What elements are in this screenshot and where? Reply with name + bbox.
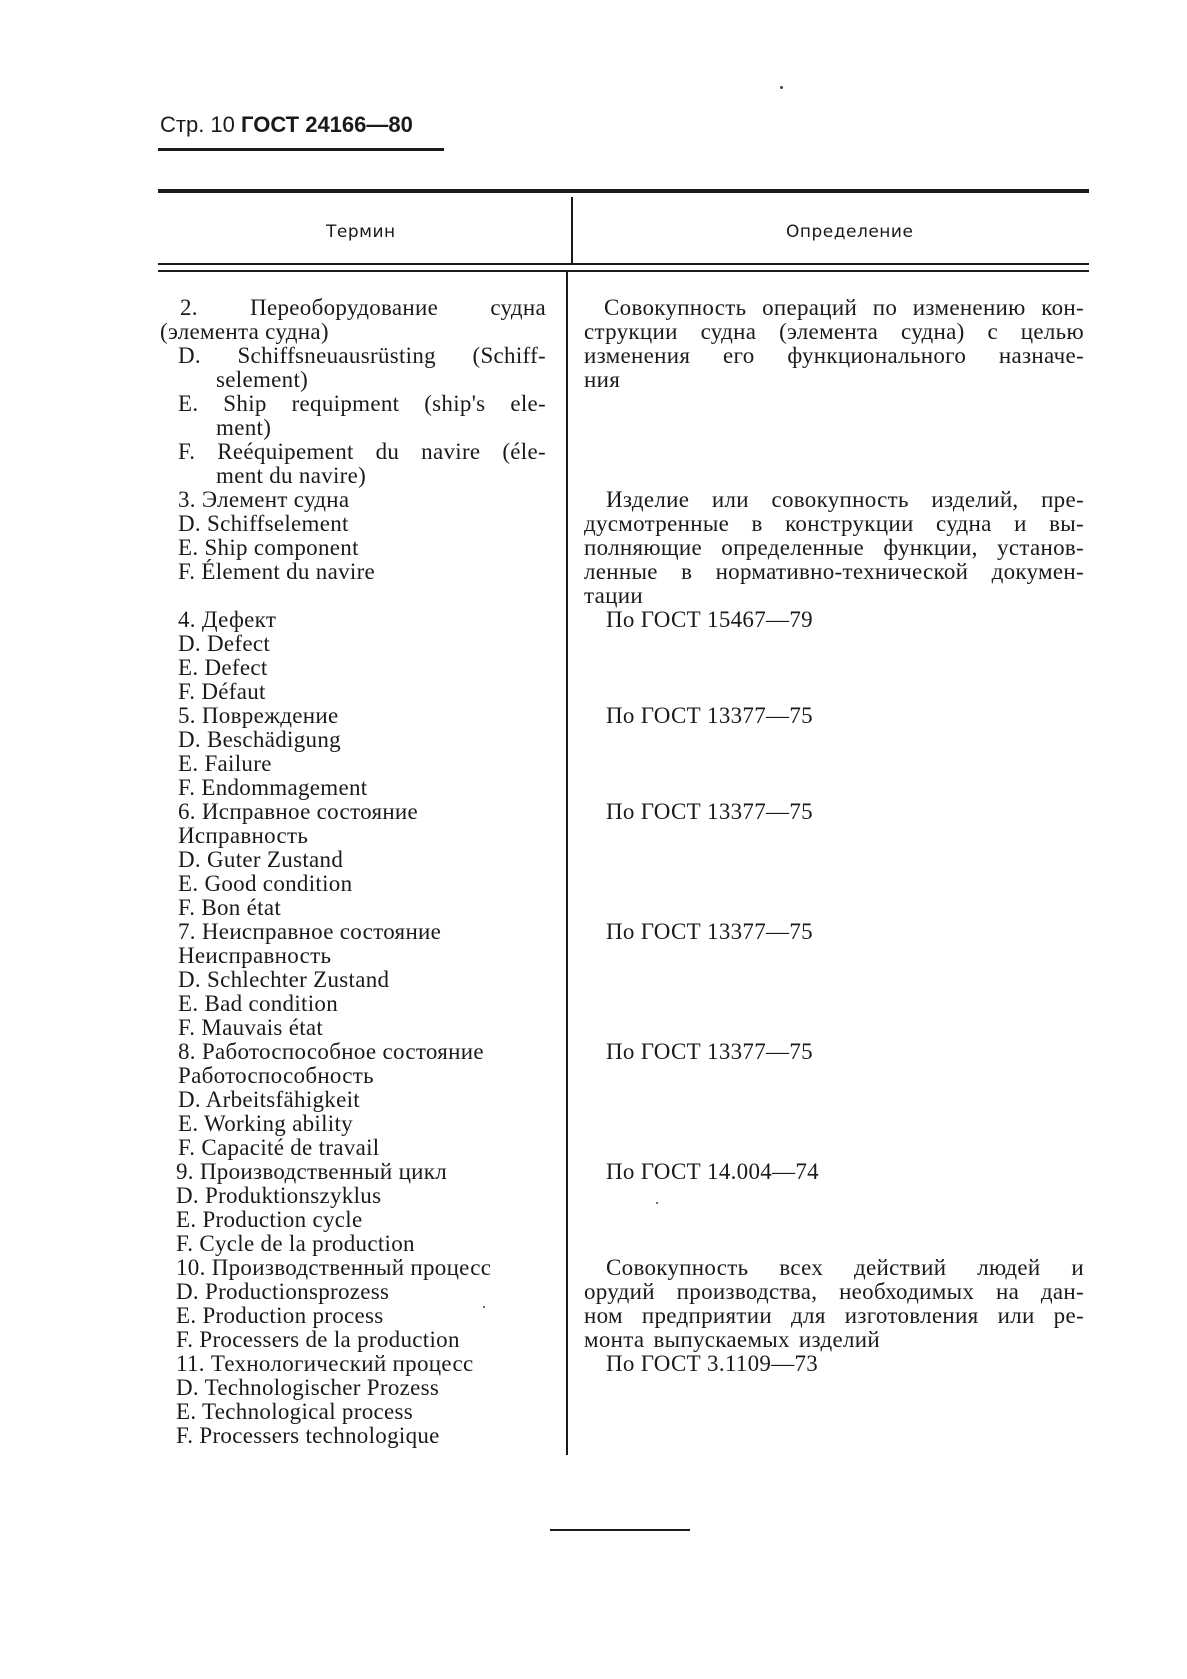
term-3-line: D. Schiffselement — [178, 511, 349, 536]
term-11-line: E. Technological process — [176, 1399, 414, 1424]
term-2-line: (элемента судна) — [160, 319, 329, 344]
definition-2-line: ния — [584, 367, 621, 392]
term-3-line: F. Élement du navire — [178, 559, 376, 584]
term-10-line: 10. Производственный процесс — [176, 1255, 492, 1280]
term-2-fr: F. Reéquipement du navire (éle- — [178, 439, 546, 464]
term-8-line: Работоспособность — [178, 1063, 374, 1088]
term-2-fr: ment du navire) — [216, 463, 367, 488]
term-6-line: 6. Исправное состояние — [178, 799, 419, 824]
term-2-de: D. Schiffsneuausrüsting (Schiff- — [178, 343, 546, 368]
term-11-line: 11. Технологический процесс — [176, 1351, 474, 1376]
end-of-table-rule — [550, 1529, 690, 1531]
term-4-line: D. Defect — [178, 631, 271, 656]
definition-3-line: полняющие определенные функции, установ- — [584, 535, 1084, 560]
term-3-line: 3. Элемент судна — [178, 487, 350, 512]
definition-10-line: ном предприятии для изготовления или ре- — [584, 1303, 1084, 1328]
term-6-line: D. Guter Zustand — [178, 847, 344, 872]
definition-10-line: монта выпускаемых изделий — [584, 1327, 881, 1352]
term-5-line: E. Failure — [178, 751, 272, 776]
term-11-line: D. Technologischer Prozess — [176, 1375, 440, 1400]
term-8-line: D. Arbeitsfähigkeit — [178, 1087, 360, 1112]
column-header-definition: Определение — [786, 222, 914, 242]
column-header-term: Термин — [326, 222, 396, 242]
page-header — [160, 112, 413, 138]
term-10-line: F. Processers de la production — [176, 1327, 460, 1352]
definition-6: По ГОСТ 13377—75 — [606, 799, 813, 824]
term-9-line: 9. Производственный цикл — [176, 1159, 448, 1184]
term-3-line: E. Ship component — [178, 535, 359, 560]
definition-4: По ГОСТ 15467—79 — [606, 607, 813, 632]
definition-2-line: изменения его функционального назначе- — [584, 343, 1084, 368]
definition-2-line: Совокупность операций по изменению кон- — [604, 295, 1084, 320]
header-underline — [158, 148, 444, 151]
term-5-line: D. Beschädigung — [178, 727, 341, 752]
term-6-line: F. Bon état — [178, 895, 282, 920]
term-2-line: 2. Переоборудование судна — [180, 295, 546, 320]
term-10-line: E. Production process — [176, 1303, 384, 1328]
term-7-line: D. Schlechter Zustand — [178, 967, 390, 992]
definition-2-line: струкции судна (элемента судна) с целью — [584, 319, 1084, 344]
term-2-de: selement) — [216, 367, 309, 392]
header-rule-upper — [158, 263, 1089, 265]
term-4-line: F. Défaut — [178, 679, 266, 704]
term-4-line: 4. Дефект — [178, 607, 277, 632]
definition-3-line: ленные в нормативно-технической докумен- — [584, 559, 1084, 584]
header-column-divider — [571, 197, 573, 263]
body-column-divider — [566, 272, 568, 1455]
term-7-line: Неисправность — [178, 943, 332, 968]
term-6-line: Исправность — [178, 823, 309, 848]
term-5-line: F. Endommagement — [178, 775, 368, 800]
speck — [780, 86, 783, 89]
term-2-en: E. Ship requipment (ship's ele- — [178, 391, 546, 416]
term-9-line: E. Production cycle — [176, 1207, 363, 1232]
definition-10-line: Совокупность всех действий людей и — [606, 1255, 1084, 1280]
term-7-line: E. Bad condition — [178, 991, 339, 1016]
header-rule-lower — [158, 270, 1089, 272]
definition-3-line: Изделие или совокупность изделий, пре- — [606, 487, 1084, 512]
definition-9: По ГОСТ 14.004—74 — [606, 1159, 819, 1184]
term-4-line: E. Defect — [178, 655, 268, 680]
table-top-rule — [158, 189, 1089, 193]
page-number: Стр. 10 — [160, 112, 235, 137]
definition-10-line: орудий производства, необходимых на дан- — [584, 1279, 1084, 1304]
term-9-line: D. Produktionszyklus — [176, 1183, 382, 1208]
definition-8: По ГОСТ 13377—75 — [606, 1039, 813, 1064]
definition-11: По ГОСТ 3.1109—73 — [606, 1351, 819, 1376]
definition-3-line: тации — [584, 583, 643, 608]
term-7-line: F. Mauvais état — [178, 1015, 324, 1040]
speck — [656, 1202, 658, 1204]
term-11-line: F. Processers technologique — [176, 1423, 440, 1448]
term-9-line: F. Cycle de la production — [176, 1231, 415, 1256]
speck — [483, 1306, 485, 1308]
term-8-line: F. Capacité de travail — [178, 1135, 380, 1160]
term-10-line: D. Productionsprozess — [176, 1279, 390, 1304]
term-8-line: 8. Работоспособное состояние — [178, 1039, 484, 1064]
term-5-line: 5. Повреждение — [178, 703, 339, 728]
standard-code: ГОСТ 24166—80 — [241, 112, 413, 137]
term-8-line: E. Working ability — [178, 1111, 353, 1136]
term-6-line: E. Good condition — [178, 871, 353, 896]
definition-3-line: дусмотренные в конструкции судна и вы- — [584, 511, 1084, 536]
term-2-en: ment) — [216, 415, 272, 440]
term-7-line: 7. Неисправное состояние — [178, 919, 442, 944]
definition-5: По ГОСТ 13377—75 — [606, 703, 813, 728]
definition-7: По ГОСТ 13377—75 — [606, 919, 813, 944]
